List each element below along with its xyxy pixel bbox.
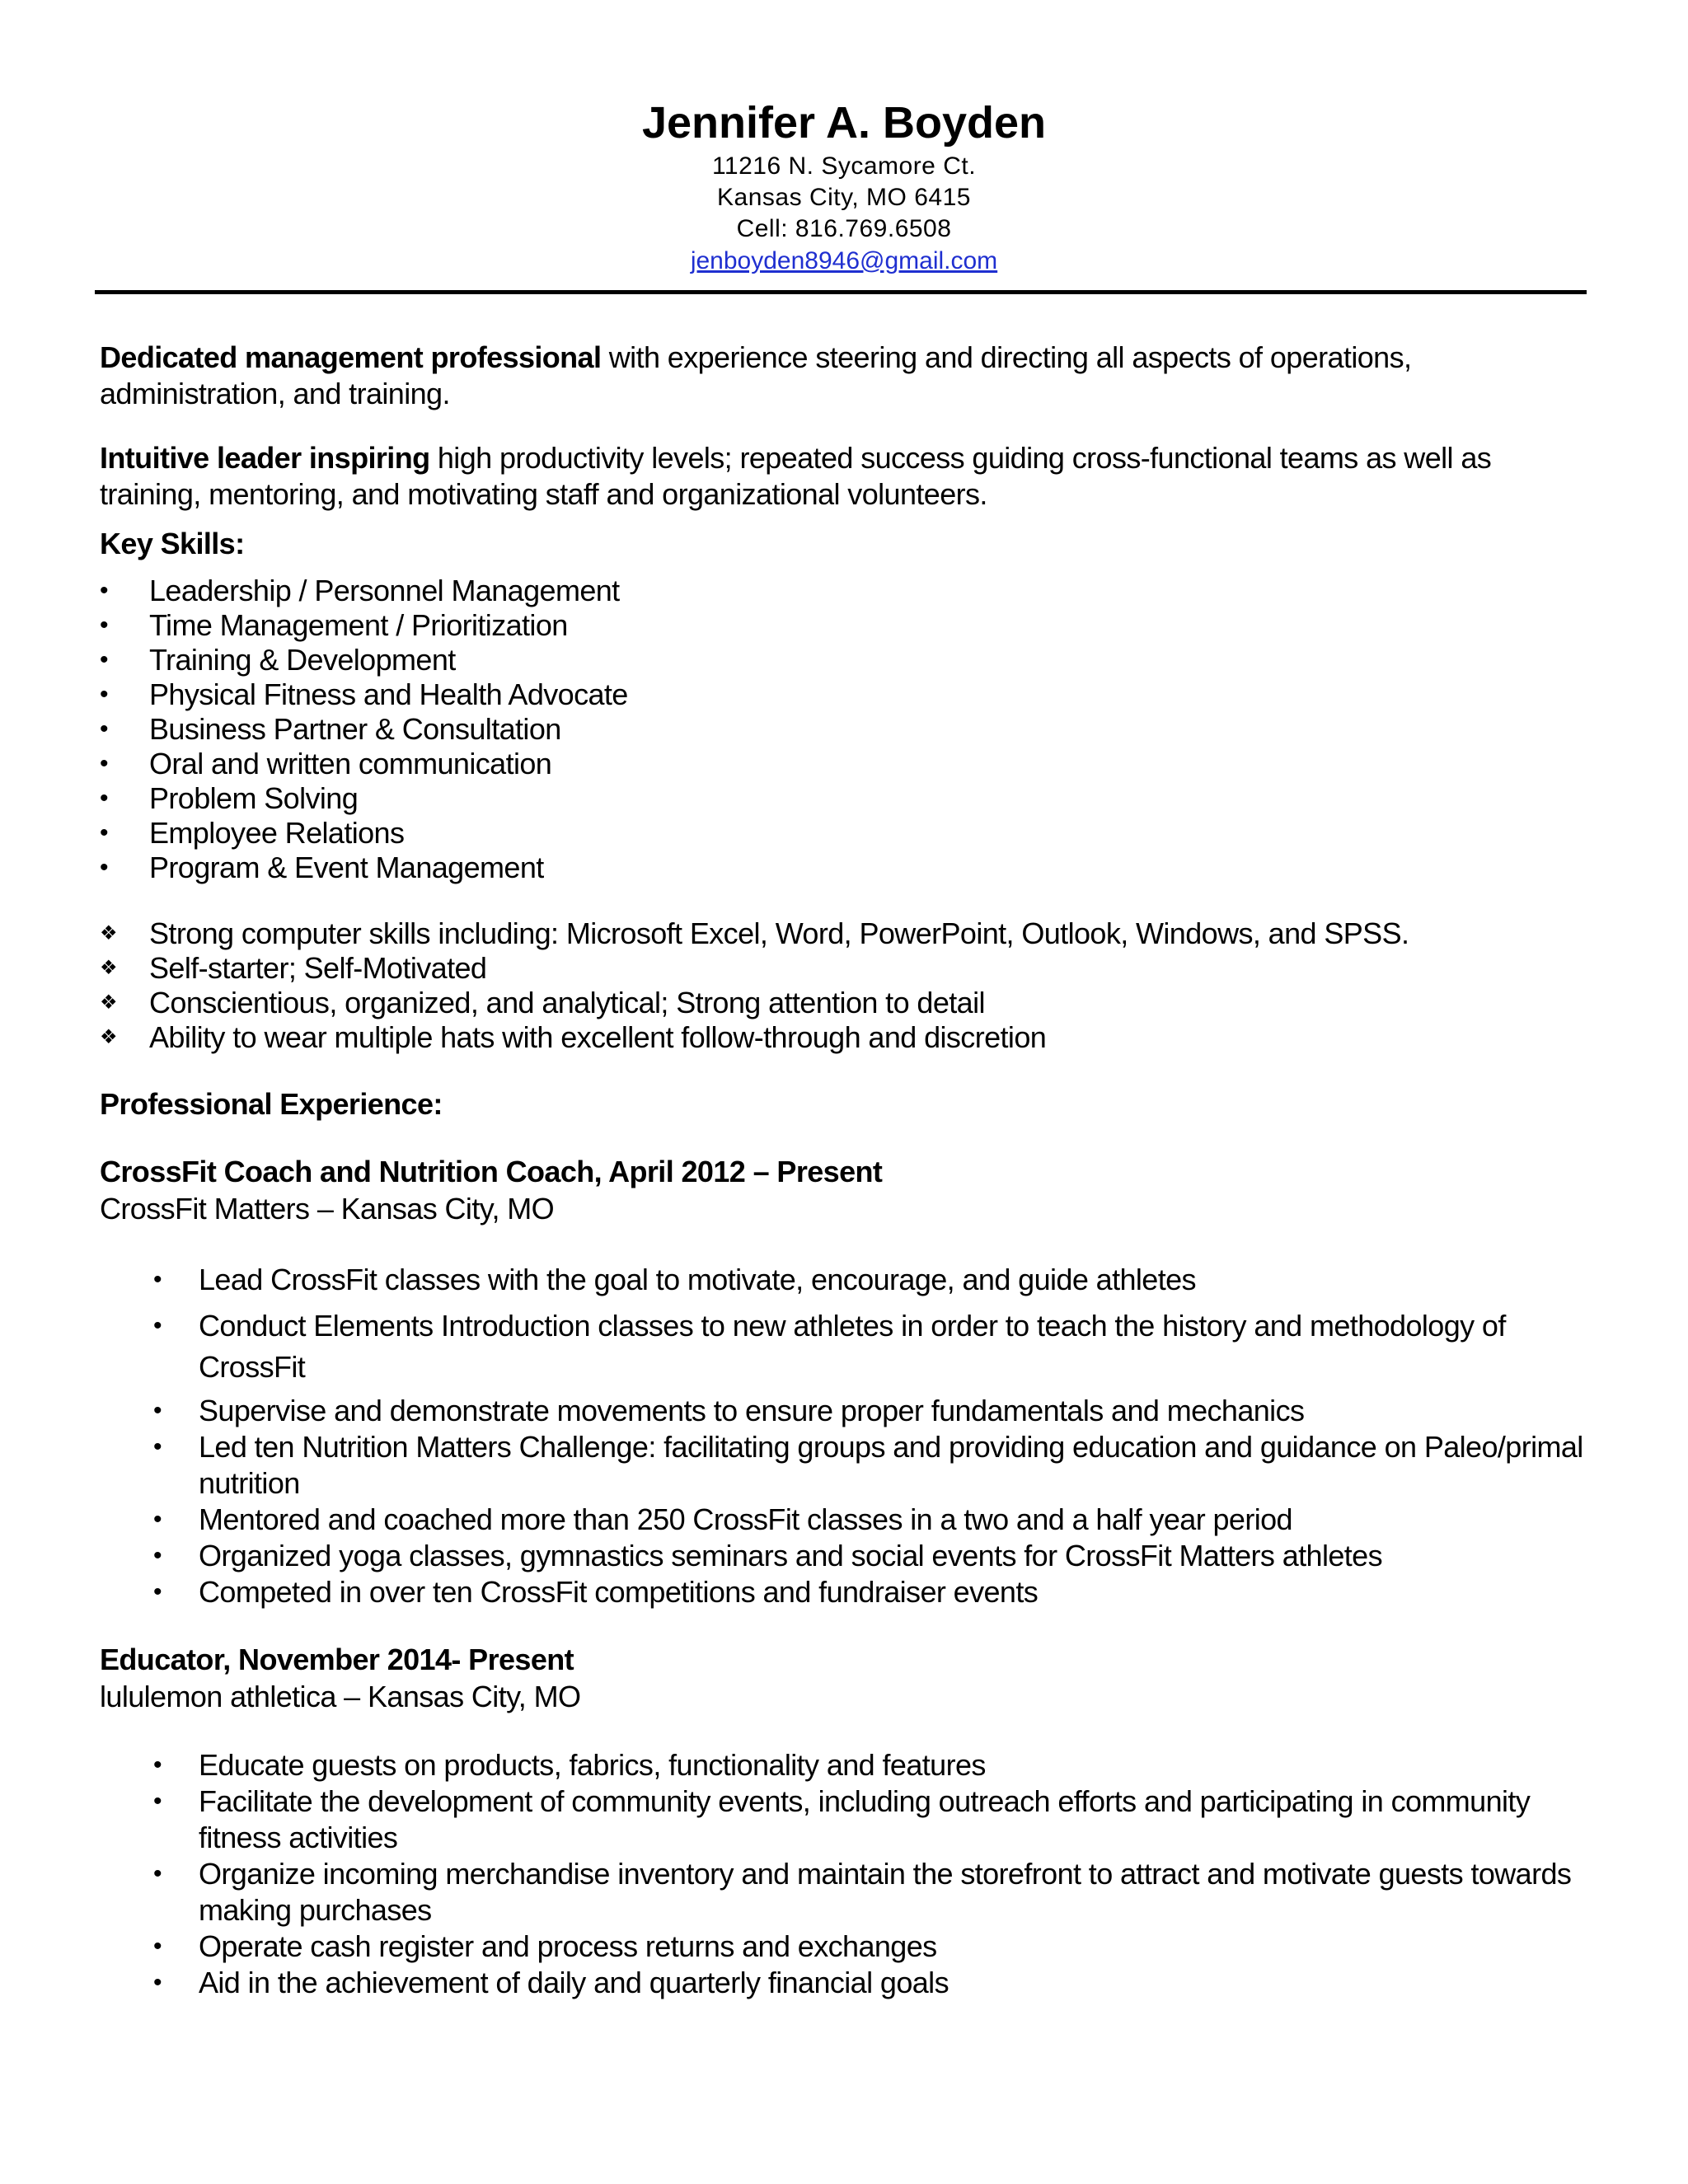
key-skills-list	[100, 574, 1592, 885]
key-skills-heading: Key Skills:	[100, 527, 245, 560]
duty-item: • Educate guests on products, fabrics, functionality and features	[100, 1747, 1592, 1783]
duty-item: • Lead CrossFit classes with the goal to motivate, encourage, and guide athletes	[100, 1259, 1592, 1301]
duty-item: • Led ten Nutrition Matters Challenge: facilitating groups and providing education and guidance on Paleo/primal nutrition	[100, 1429, 1592, 1502]
trait-item: ❖ Conscientious, organized, and analytical; Strong attention to detail	[100, 986, 1592, 1020]
address-street: 11216 N. Sycamore Ct.	[711, 152, 977, 180]
job-duties-list	[100, 1747, 1592, 2001]
summary-paragraph	[100, 440, 1592, 513]
applicant-name: Jennifer A. Boyden	[641, 98, 1047, 148]
summary-text: with experience steering and directing all aspects of operations, administration, and training.	[100, 340, 1412, 410]
duty-item: • Competed in over ten CrossFit competitions and fundraiser events	[100, 1574, 1592, 1610]
duty-item: • Operate cash register and process returns and exchanges	[100, 1929, 1592, 1965]
summary-lead: Intuitive leader inspiring	[100, 441, 430, 475]
resume-header	[0, 95, 1688, 278]
skill-item: • Program & Event Management	[100, 851, 1592, 885]
summary-text: high productivity levels; repeated success guiding cross-functional teams as well as training, mentoring, and motivating staff and organizational volunteers.	[100, 441, 1492, 511]
phone-number: Cell: 816.769.6508	[736, 215, 952, 242]
skill-item: • Leadership / Personnel Management	[100, 574, 1592, 608]
duty-item: • Organized yoga classes, gymnastics seminars and social events for CrossFit Matters athletes	[100, 1538, 1592, 1574]
skill-item: • Physical Fitness and Health Advocate	[100, 677, 1592, 712]
header-divider	[95, 290, 1587, 294]
skill-item: • Business Partner & Consultation	[100, 712, 1592, 747]
summary-paragraph	[100, 340, 1592, 412]
job-company: CrossFit Matters – Kansas City, MO	[100, 1192, 555, 1226]
summary-lead: Dedicated management professional	[100, 340, 602, 374]
job-company: lululemon athletica – Kansas City, MO	[100, 1680, 581, 1713]
trait-item: ❖ Strong computer skills including: Microsoft Excel, Word, PowerPoint, Outlook, Windows, and SPSS.	[100, 916, 1592, 951]
traits-list	[100, 916, 1592, 1055]
skill-item: • Employee Relations	[100, 816, 1592, 851]
duty-item: • Organize incoming merchandise inventory and maintain the storefront to attract and motivate guests towards making purchases	[100, 1856, 1592, 1929]
job-duties-list	[100, 1259, 1592, 1610]
duty-item: • Supervise and demonstrate movements to ensure proper fundamentals and mechanics	[100, 1393, 1592, 1429]
duty-item: • Facilitate the development of community events, including outreach efforts and participating in community fitness activities	[100, 1783, 1592, 1856]
address-city: Kansas City, MO 6415	[717, 184, 971, 211]
skill-item: • Oral and written communication	[100, 747, 1592, 781]
duty-item: • Aid in the achievement of daily and quarterly financial goals	[100, 1965, 1592, 2001]
duty-item: • Conduct Elements Introduction classes to new athletes in order to teach the history and methodology of CrossFit	[100, 1305, 1592, 1388]
duty-item: • Mentored and coached more than 250 CrossFit classes in a two and a half year period	[100, 1502, 1592, 1538]
resume-body	[100, 340, 1592, 2001]
job-title: Educator, November 2014- Present	[100, 1643, 574, 1676]
skill-item: • Training & Development	[100, 643, 1592, 677]
experience-heading: Professional Experience:	[100, 1087, 443, 1121]
skill-item: • Time Management / Prioritization	[100, 608, 1592, 643]
skill-item: • Problem Solving	[100, 781, 1592, 816]
email-link[interactable]: jenboyden8946@gmail.com	[690, 247, 998, 274]
trait-item: ❖ Ability to wear multiple hats with excellent follow-through and discretion	[100, 1020, 1592, 1055]
trait-item: ❖ Self-starter; Self-Motivated	[100, 951, 1592, 986]
job-title: CrossFit Coach and Nutrition Coach, April 2012 – Present	[100, 1155, 883, 1188]
